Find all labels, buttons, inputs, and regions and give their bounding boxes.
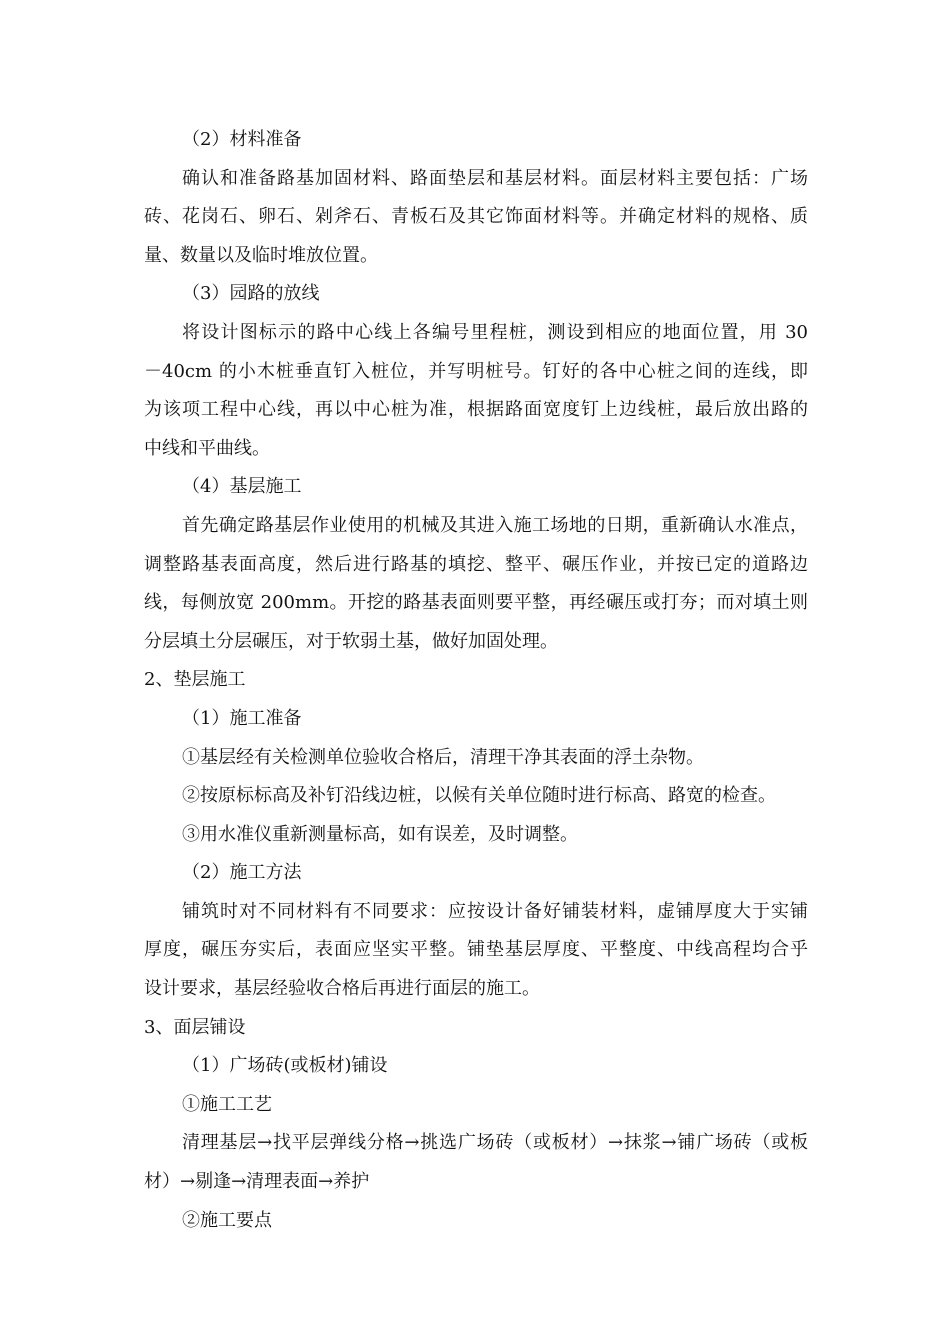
text-line: （1）广场砖(或板材)铺设 <box>182 1055 388 1077</box>
text-line: 中线和平曲线。 <box>144 437 270 459</box>
text-line: 3、面层铺设 <box>144 1016 246 1038</box>
text-line: 铺筑时对不同材料有不同要求：应按设计备好铺装材料，虚铺厚度大于实铺 <box>182 900 808 922</box>
text-line: 为该项工程中心线，再以中心桩为准，根据路面宽度钉上边线桩，最后放出路的 <box>144 399 808 421</box>
text-line: （2）材料准备 <box>182 129 302 150</box>
text-line: （4）基层施工 <box>182 476 302 498</box>
text-line: （1）施工准备 <box>182 707 302 729</box>
text-line: ②按原标标高及补钉沿线边桩，以候有关单位随时进行标高、路宽的检查。 <box>182 785 776 807</box>
text-line: 2、垫层施工 <box>144 669 246 691</box>
text-line: 线，每侧放宽 200mm。开挖的路基表面则要平整，再经碾压或打夯；而对填土则 <box>144 592 808 614</box>
text-line: 分层填土分层碾压，对于软弱土基，做好加固处理。 <box>144 630 558 652</box>
text-line: 将设计图标示的路中心线上各编号里程桩，测设到相应的地面位置，用 30 <box>182 321 808 343</box>
text-line: 调整路基表面高度，然后进行路基的填挖、整平、碾压作业，并按已定的道路边 <box>144 553 808 575</box>
text-line: －40cm 的小木桩垂直钉入桩位，并写明桩号。钉好的各中心桩之间的连线，即 <box>144 360 808 382</box>
text-line: 厚度，碾压夯实后，表面应坚实平整。铺垫基层厚度、平整度、中线高程均合乎 <box>144 939 808 961</box>
text-line: （2）施工方法 <box>182 862 302 884</box>
text-line: 首先确定路基层作业使用的机械及其进入施工场地的日期，重新确认水准点， <box>182 514 808 536</box>
text-line: 设计要求，基层经验收合格后再进行面层的施工。 <box>144 978 540 1000</box>
text-line: 清理基层→找平层弹线分格→挑选广场砖（或板材）→抹浆→铺广场砖（或板 <box>182 1132 808 1154</box>
text-line: 砖、花岗石、卵石、剁斧石、青板石及其它饰面材料等。并确定材料的规格、质 <box>144 206 808 228</box>
text-line: （3）园路的放线 <box>182 283 320 305</box>
text-line: ①施工工艺 <box>182 1093 272 1115</box>
text-line: ③用水准仪重新测量标高，如有误差，及时调整。 <box>182 823 578 845</box>
text-line: ②施工要点 <box>182 1209 272 1231</box>
text-line: 材）→剔逢→清理表面→养护 <box>144 1171 370 1193</box>
text-line: 量、数量以及临时堆放位置。 <box>144 244 378 266</box>
document-body <box>144 121 808 1240</box>
text-line: ①基层经有关检测单位验收合格后，清理干净其表面的浮土杂物。 <box>182 746 704 768</box>
text-line: 确认和准备路基加固材料、路面垫层和基层材料。面层材料主要包括：广场 <box>182 167 808 189</box>
